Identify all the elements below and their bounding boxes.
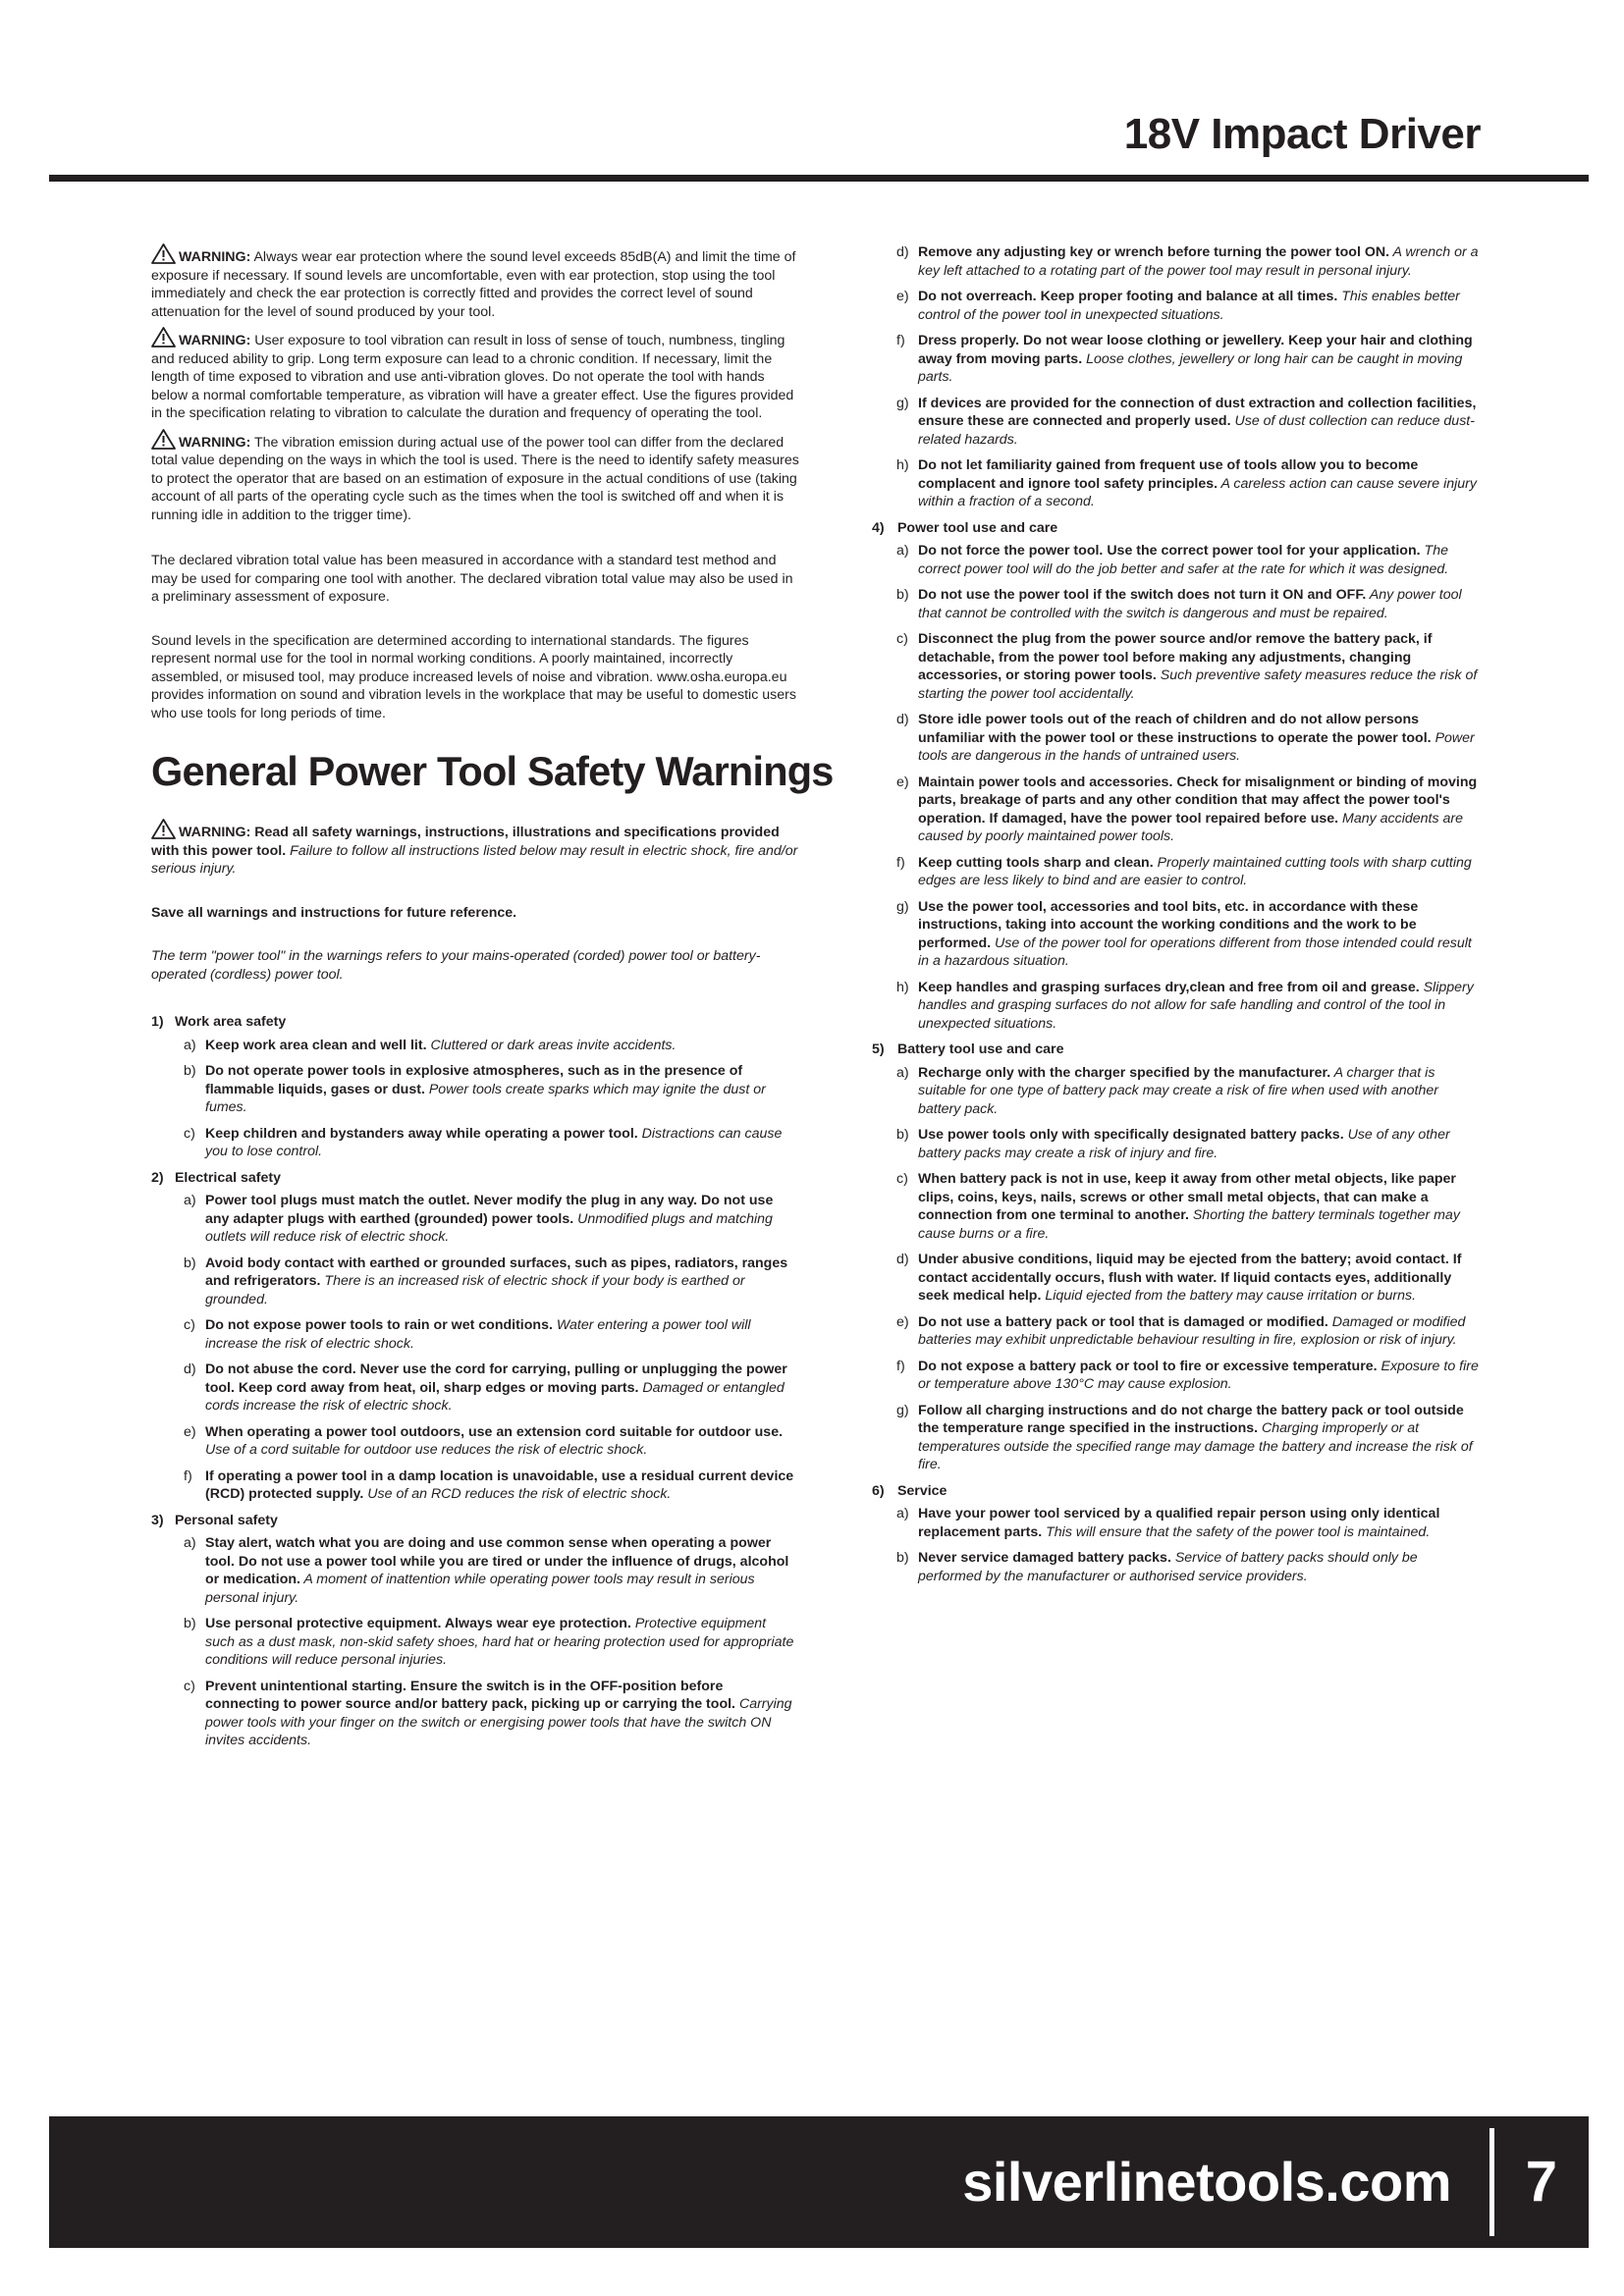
list-item: b) Use power tools only with specifically designated battery packs. Use of any other battery packs may create a risk of injury and fire. (896, 1127, 1450, 1161)
page-number: 7 (1525, 2150, 1557, 2214)
list-item: f) Do not expose a battery pack or tool to fire or excessive temperature. Exposure to fire or temperature above 130°C may cause explosion. (896, 1358, 1479, 1392)
footer-divider (1489, 2128, 1494, 2236)
section-service: 6) Service (872, 1482, 947, 1499)
list-item: c) Do not expose power tools to rain or wet conditions. Water entering a power tool will increase the risk of electric shock. (184, 1317, 751, 1352)
right-column (872, 243, 1485, 1593)
warning-label: WARNING: (179, 249, 251, 265)
list-item: g) Follow all charging instructions and do not charge the battery pack or tool outside the temperature range specified in the instructions. Charging improperly or at temperatures outside the specified range may damage the battery and increase the risk of fire. (896, 1402, 1473, 1472)
general-warning-text: Read all safety warnings, instructions, illustrations and specifications provided with this power tool. (151, 825, 780, 859)
list-item: b) Avoid body contact with earthed or grounded surfaces, such as pipes, radiators, ranges and refrigerators. There is an increased risk of electric shock if your body is earthed or grounded. (184, 1255, 788, 1308)
save-instructions-text: Save all warnings and instructions for future reference. (151, 904, 517, 921)
header-rule (49, 175, 1589, 182)
list-item: g) Use the power tool, accessories and tool bits, etc. in accordance with these instructions, taking into account the working conditions and the work to be performed. Use of the power tool for operations different from those intended could result in a hazardous situation. (896, 898, 1472, 969)
list-item: a) Power tool plugs must match the outlet. Never modify the plug in any way. Do not use any adapter plugs with earthed (grounded) power tools. Unmodified plugs and matching outlets will reduce risk of electric shock. (184, 1193, 774, 1245)
list-item: b) Do not use the power tool if the switch does not turn it ON and OFF. Any power tool that cannot be controlled with the switch is dangerous and must be repaired. (896, 587, 1462, 621)
warning-label: WARNING: (179, 825, 251, 840)
list-item: g) If devices are provided for the connection of dust extraction and collection facilities, ensure these are connected and properly used. Use of dust collection can reduce dust-related hazards. (896, 395, 1477, 448)
list-item: e) Do not overreach. Keep proper footing and balance at all times. This enables better control of the power tool in unexpected situations. (896, 289, 1460, 323)
list-item: e) When operating a power tool outdoors, use an extension cord suitable for outdoor use. Use of a cord suitable for outdoor use reduces the risk of electric shock. (184, 1423, 784, 1458)
list-item: b) Use personal protective equipment. Always wear eye protection. Protective equipment such as a dust mask, non-skid safety shoes, hard hat or hearing protection used for appropriate conditions will reduce personal injuries. (184, 1616, 794, 1668)
warning-text: Always wear ear protection where the sound level exceeds 85dB(A) and limit the time of exposure if necessary. If sound levels are uncomfortable, even with ear protection, stop using the tool immediately and check the ear protection is correctly fitted and provides the correct level of sound attenuation for the level of sound produced by your tool. (151, 249, 796, 320)
warning-ear-protection (151, 243, 799, 321)
list-item: f) Keep cutting tools sharp and clean. Properly maintained cutting tools with sharp cutting edges are less likely to bind and are easier to control. (896, 854, 1472, 888)
sound-levels-paragraph: Sound levels in the specification are determined according to international standards. The figures represent normal use for the tool in normal working conditions. A poorly maintained, incorrectly assembled, or misused tool, may produce increased levels of noise and vibration. www.osha.europa.eu provides information on sound and vibration levels in the workplace that may be useful to domestic users who use tools for long periods of time. (151, 632, 796, 721)
list-item: f) If operating a power tool in a damp location is unavoidable, use a residual current device (RCD) protected supply. Use of an RCD reduces the risk of electric shock. (184, 1468, 794, 1502)
footer-bar (49, 2116, 1589, 2248)
general-warning (151, 819, 799, 879)
section-battery-tool-use: 5) Battery tool use and care (872, 1041, 1064, 1057)
list-item: c) Keep children and bystanders away while operating a power tool. Distractions can cause you to lose control. (184, 1125, 783, 1159)
list-item: a) Have your power tool serviced by a qualified repair person using only identical replacement parts. This will ensure that the safety of the power tool is maintained. (896, 1506, 1440, 1540)
warning-text: User exposure to tool vibration can result in loss of sense of touch, numbness, tingling and reduced ability to grip. Long term exposure can lead to a chronic condition. If necessary, limit the length of time exposed to vibration and use anti-vibration gloves. Do not operate the tool with hands below a normal comfortable temperature, as vibration will have a greater effect. Use the figures provided in the specification relating to vibration to calculate the duration and frequency of operating the tool. (151, 333, 794, 421)
general-warning-consequence: Failure to follow all instructions listed below may result in electric shock, fire and/or serious injury. (151, 842, 798, 877)
warning-triangle-icon (151, 243, 176, 264)
list-item: e) Maintain power tools and accessories. Check for misalignment or binding of moving parts, breakage of parts and any other condition that may affect the power tool's operation. If damaged, have the power tool repaired before use. Many accidents are caused by poorly maintained power tools. (896, 774, 1478, 844)
list-item: d) Store idle power tools out of the reach of children and do not allow persons unfamiliar with the power tool or these instructions to operate the power tool. Power tools are dangerous in the hands of untrained users. (896, 712, 1475, 764)
list-item: b) Never service damaged battery packs. Service of battery packs should only be performed by the manufacturer or authorised service providers. (896, 1550, 1418, 1584)
left-column (151, 243, 834, 1758)
section-electrical-safety: 2) Electrical safety (151, 1169, 282, 1186)
list-item: d) Remove any adjusting key or wrench before turning the power tool ON. A wrench or a key left attached to a rotating part of the power tool may result in personal injury. (896, 244, 1479, 279)
list-item: c) Disconnect the plug from the power source and/or remove the battery pack, if detachable, from the power tool before making any adjustments, changing accessories, or storing power tools. Such preventive safety measures reduce the risk of starting the power tool accidentally. (896, 631, 1478, 702)
page-header-title: 18V Impact Driver (1123, 110, 1481, 158)
section-work-area-safety: 1) Work area safety (151, 1014, 287, 1030)
list-item: b) Do not operate power tools in explosive atmospheres, such as in the presence of flammable liquids, gases or dust. Power tools create sparks which may ignite the dust or fumes. (184, 1063, 766, 1115)
section-power-tool-use: 4) Power tool use and care (872, 519, 1058, 536)
list-item: d) Under abusive conditions, liquid may be ejected from the battery; avoid contact. If contact accidentally occurs, flush with water. If liquid contacts eyes, additionally seek medical help. Liquid ejected from the battery may cause irritation or burns. (896, 1252, 1462, 1304)
list-item: a) Keep work area clean and well lit. Cluttered or dark areas invite accidents. (184, 1037, 677, 1053)
list-item: f) Dress properly. Do not wear loose clothing or jewellery. Keep your hair and clothing away from moving parts. Loose clothes, jewellery or long hair can be caught in moving parts. (896, 333, 1473, 385)
power-tool-term-text: The term "power tool" in the warnings refers to your mains-operated (corded) power tool or battery-operated (cordless) power tool. (151, 948, 761, 983)
list-item: e) Do not use a battery pack or tool that is damaged or modified. Damaged or modified batteries may exhibit unpredictable behaviour resulting in fire, explosion or risk of injury. (896, 1313, 1466, 1348)
list-item: a) Do not force the power tool. Use the correct power tool for your application. The correct power tool will do the job better and safer at the rate for which it was designed. (896, 543, 1449, 577)
list-item: h) Keep handles and grasping surfaces dry,clean and free from oil and grease. Slippery handles and grasping surfaces do not allow for safe handling and control of the tool in unexpected situations. (896, 979, 1474, 1032)
warning-vibration-exposure (151, 327, 799, 423)
list-item: d) Do not abuse the cord. Never use the cord for carrying, pulling or unplugging the power tool. Keep cord away from heat, oil, sharp edges or moving parts. Damaged or entangled cords increase the risk of electric shock. (184, 1362, 787, 1414)
footer-website-link[interactable]: silverlinetools.com (962, 2151, 1451, 2213)
warning-label: WARNING: (179, 434, 251, 451)
warning-vibration-emission (151, 429, 799, 525)
vibration-declared-paragraph: The declared vibration total value has been measured in accordance with a standard test method and may be used for comparing one tool with another. The declared vibration total value may also be used in a preliminary assessment of exposure. (151, 553, 793, 605)
list-item: a) Recharge only with the charger specified by the manufacturer. A charger that is suitable for one type of battery pack may create a risk of fire when used with another battery pack. (896, 1064, 1438, 1117)
warning-triangle-icon (151, 429, 176, 450)
warning-text: The vibration emission during actual use of the power tool can differ from the declared total value depending on the ways in which the tool is used. There is the need to identify safety measures to protect the operator that are based on an estimation of exposure in the actual conditions of use (taking account of all parts of the operating cycle such as the times when the tool is switched off and when it is running idle in addition to the trigger time). (151, 434, 799, 523)
list-item: c) Prevent unintentional starting. Ensure the switch is in the OFF-position before connecting to power source and/or battery pack, picking up or carrying the tool. Carrying power tools with your finger on the switch or energising power tools that have the switch ON invites accidents. (184, 1678, 792, 1748)
warning-triangle-icon (151, 819, 176, 839)
list-item: a) Stay alert, watch what you are doing and use common sense when operating a power tool. Do not use a power tool while you are tired or under the influence of drugs, alcohol or medication. A moment of inattention while operating power tools may result in serious personal injury. (184, 1535, 789, 1606)
section-personal-safety: 3) Personal safety (151, 1512, 278, 1528)
warning-label: WARNING: (179, 333, 251, 348)
list-item: h) Do not let familiarity gained from frequent use of tools allow you to become complacent and ignore tool safety principles. A careless action can cause severe injury within a fraction of a second. (896, 457, 1478, 509)
general-safety-heading: General Power Tool Safety Warnings (151, 748, 834, 794)
list-item: c) When battery pack is not in use, keep it away from other metal objects, like paper clips, coins, keys, nails, screws or other small metal objects, that can make a connection from one terminal to another. Shorting the battery terminals together may cause burns or a fire. (896, 1171, 1460, 1242)
warning-triangle-icon (151, 327, 176, 347)
